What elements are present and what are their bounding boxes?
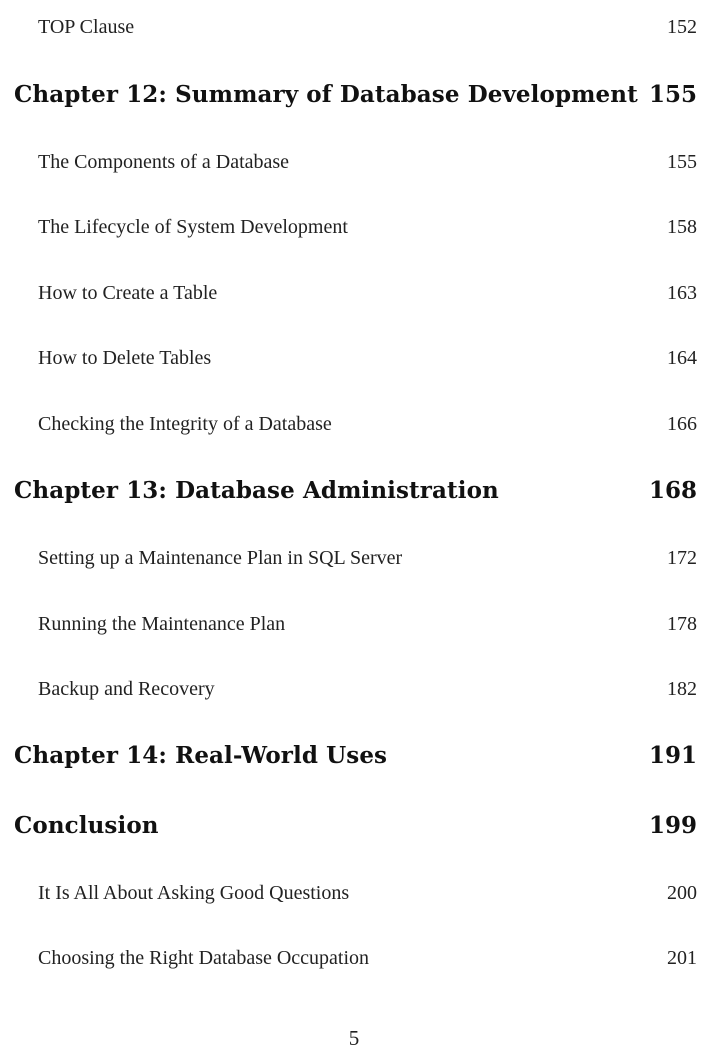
toc-entry-title: The Lifecycle of System Development (38, 216, 348, 238)
toc-chapter-12[interactable] (0, 81, 708, 121)
toc-entry-page: 178 (667, 613, 697, 635)
toc-chapter-title: Chapter 12: Summary of Database Development (14, 81, 638, 108)
toc-entry-title: Setting up a Maintenance Plan in SQL Server (38, 547, 403, 569)
toc-entry-running-maintenance-plan[interactable] (0, 612, 708, 652)
toc-chapter-title: Conclusion (14, 812, 159, 839)
toc-entry-integrity-database[interactable] (0, 412, 708, 452)
toc-entry-create-table[interactable] (0, 281, 708, 321)
toc-entry-title: How to Delete Tables (38, 347, 212, 369)
toc-chapter-page: 191 (648, 742, 697, 769)
toc-entry-backup-recovery[interactable] (0, 677, 708, 717)
toc-entry-page: 166 (667, 413, 697, 435)
toc-entry-page: 152 (667, 16, 697, 38)
toc-entry-title: How to Create a Table (38, 282, 218, 304)
toc-entry-page: 164 (667, 347, 697, 369)
toc-entry-page: 182 (667, 678, 697, 700)
toc-entry-title: Backup and Recovery (38, 678, 215, 700)
toc-entry-maintenance-plan-sql-server[interactable] (0, 546, 708, 586)
toc-entry-asking-good-questions[interactable] (0, 881, 708, 921)
toc-entry-title: TOP Clause (38, 16, 135, 38)
toc-entry-title: Running the Maintenance Plan (38, 613, 286, 635)
toc-entry-title: Checking the Integrity of a Database (38, 413, 332, 435)
toc-chapter-title: Chapter 13: Database Administration (14, 477, 499, 504)
toc-chapter-page: 155 (648, 81, 697, 108)
toc-entry-page: 163 (667, 282, 697, 304)
toc-entry-title: It Is All About Asking Good Questions (38, 882, 350, 904)
toc-entry-lifecycle-system-development[interactable] (0, 215, 708, 255)
toc-chapter-13[interactable] (0, 477, 708, 517)
page-number: 5 (348, 1026, 360, 1050)
toc-entry-page: 158 (667, 216, 697, 238)
toc-entry-delete-tables[interactable] (0, 346, 708, 386)
toc-entry-page: 172 (667, 547, 697, 569)
toc-chapter-page: 199 (648, 812, 697, 839)
toc-entry-title: Choosing the Right Database Occupation (38, 947, 370, 969)
toc-entry-page: 155 (667, 151, 697, 173)
toc-chapter-page: 168 (648, 477, 697, 504)
toc-chapter-title: Chapter 14: Real-World Uses (14, 742, 388, 769)
toc-entry-title: The Components of a Database (38, 151, 290, 173)
toc-entry-page: 201 (667, 947, 697, 969)
toc-chapter-14[interactable] (0, 742, 708, 782)
toc-entry-top-clause[interactable] (0, 15, 708, 55)
toc-entry-right-database-occupation[interactable] (0, 946, 708, 986)
toc-entry-components-of-database[interactable] (0, 150, 708, 190)
toc-chapter-conclusion[interactable] (0, 812, 708, 852)
toc-entry-page: 200 (667, 882, 697, 904)
